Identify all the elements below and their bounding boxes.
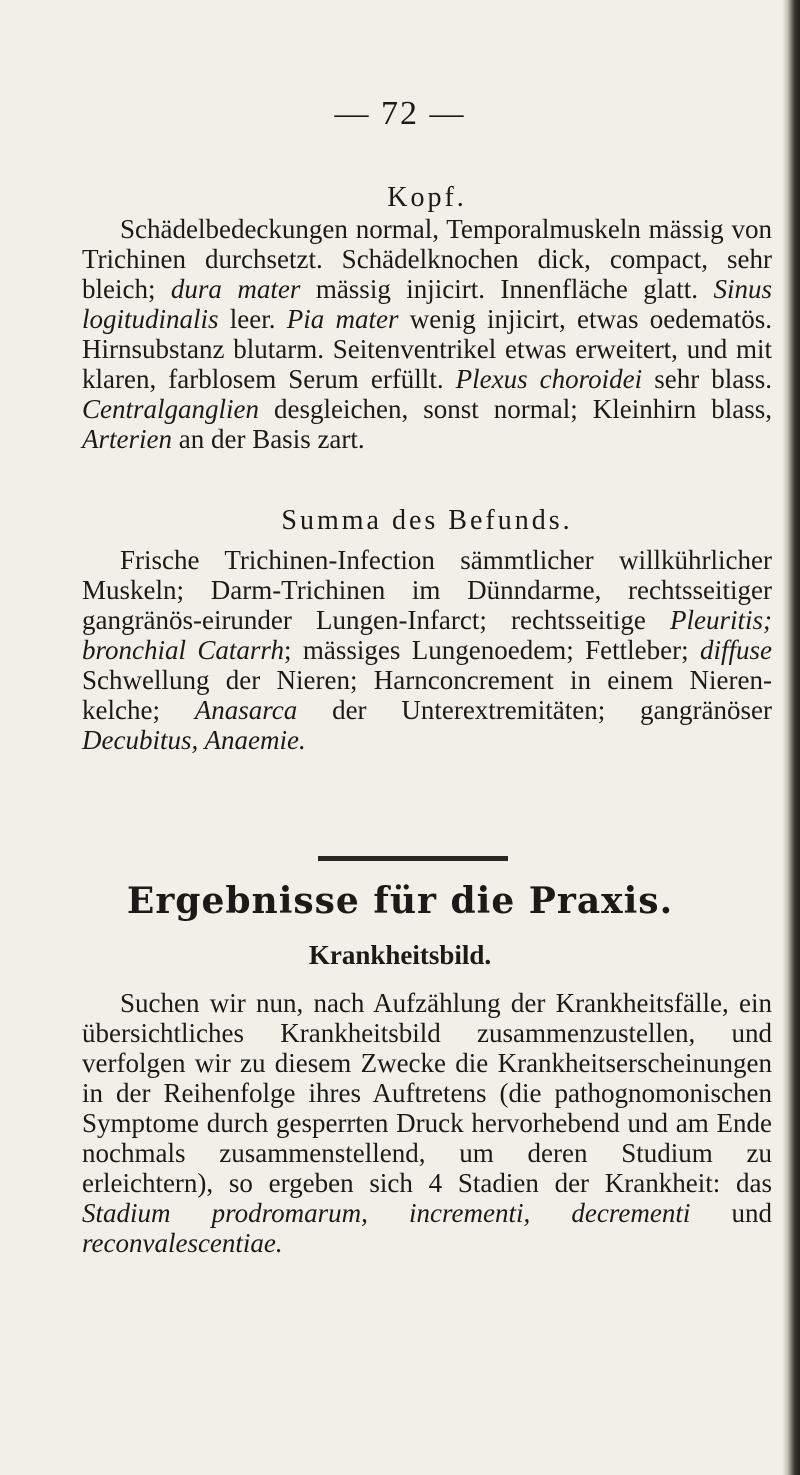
page-number: — 72 —	[334, 95, 466, 132]
ergebnisse-paragraph: Suchen wir nun, nach Aufzählung der Krankheitsfälle, ein übersichtliches Krankheitsbild zusammenzustellen, und verfolgen wir zu diesem Zwecke die Krankheitserscheinungen in der Reihenfolge ihres Auftretens (die pathognomonischen Symptome durch gesperrten Druck hervorhebend und am Ende nochmals zusammenstellend, um deren Studium zu erleichtern), so ergeben sich 4 Stadien der Krankheit: das Stadium prodromarum, incrementi, decrementi und reconvalescentiae.	[82, 988, 773, 1258]
ergebnisse-title: Ergebnisse für die Praxis.	[126, 880, 674, 922]
page-edge-shadow	[782, 0, 800, 1475]
kopf-heading: Kopf.	[387, 182, 467, 213]
ergebnisse-section	[82, 988, 772, 1258]
krankheitsbild-subtitle: Krankheitsbild.	[308, 940, 492, 970]
summa-heading: Summa des Befunds.	[281, 505, 573, 536]
kopf-section	[82, 182, 772, 454]
summa-section	[82, 505, 772, 755]
kopf-paragraph: Schädelbedeckungen normal, Temporalmuskeln mässig von Trichinen durchsetzt. Schädelknochen dick, compact, sehr bleich; dura mater mässig injicirt. Innenfläche glatt. Sinus logitudinalis leer. Pia mater wenig injicirt, etwas oedematös. Hirnsubstanz blutarm. Seitenventrikel etwas erweitert, und mit klaren, farblosem Serum erfüllt. Plexus choroidei sehr blass. Centralganglien desgleichen, sonst normal; Kleinhirn blass, Arterien an der Basis zart.	[82, 214, 773, 454]
summa-paragraph: Frische Trichinen-Infection sämmtlicher willkührlicher Muskeln; Darm-Trichinen im Dünndarme, rechtsseitiger gangränös-eirunder Lungen-Infarct; rechtsseitige Pleuritis; bronchial Catarrh; mässiges Lungenoedem; Fettleber; diffuse Schwellung der Nieren; Harnconcrement in einem Nieren-kelche; Anasarca der Unterextremitäten; gangränöser Decubitus, Anaemie.	[82, 545, 773, 755]
section-divider	[318, 856, 508, 861]
